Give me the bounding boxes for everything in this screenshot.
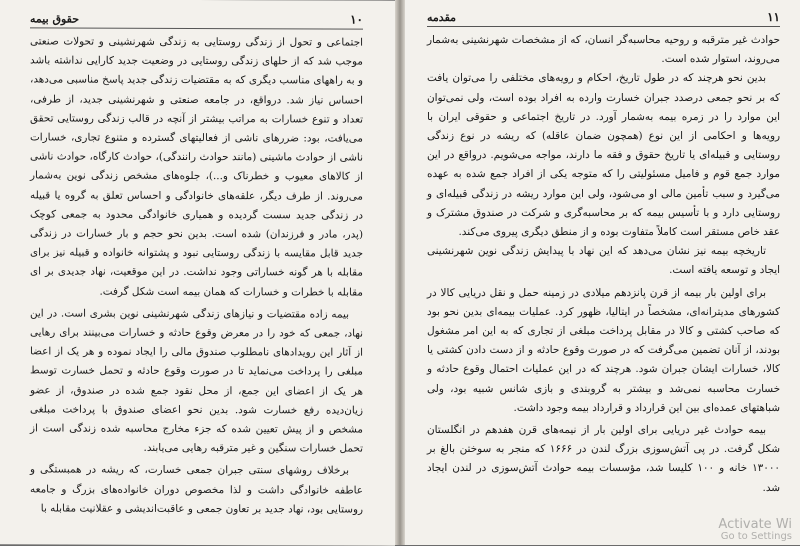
left-page <box>0 0 395 546</box>
right-running-title: مقدمه <box>427 11 457 24</box>
left-page-number: ۱۰ <box>350 12 363 27</box>
right-paragraph-4: برای اولین بار بیمه از قرن پانزدهم میلادی در زمینه حمل و نقل دریایی کالا در کشورهای مدیترانه‌ای، مشخصاً در ایتالیا، ظهور کرد. عملیات بیمه‌ای بدین نحو بود که صاحب کشتی و کالا در مقابل پرداخت مبلغی از تجاری که به این امر مشغول بودند، از آنان تضمین می‌گرفت که در صورت وقوع حادثه و از دست دادن کشتی یا کالا، خسارات ایشان جبران شود. هرچند که در این عملیات احتمال وقوع حادثه و خسارت محاسبه نمی‌شد و بیشتر به گروبندی و بازی شانس شبیه بود، ولی شباهتهای عمده‌ای بین این قرارداد و قرارداد بیمه وجود داشت. <box>427 286 780 414</box>
watermark-line-2: Go to Settings <box>720 531 792 542</box>
left-running-title: حقوق بیمه <box>30 12 80 26</box>
right-page-header <box>427 10 780 27</box>
activation-watermark <box>718 519 792 543</box>
watermark-line-1: Activate Wi <box>718 517 792 532</box>
right-page-number: ۱۱ <box>767 10 780 24</box>
left-paragraph-3: برخلاف روشهای سنتی جبران جمعی خسارت، که ریشه در همبستگی و عاطفه خانوادگی داشت و لذا مخصوص دوران خانواده‌های بزرگ و جامعه روستایی بود، نهاد جدید بر تعاون جمعی و عاقبت‌اندیشی و عقلانیت مقابله با <box>30 463 363 516</box>
left-paragraph-2: بیمه زاده مقتضیات و نیازهای زندگی شهرنشینی نوین بشری است. در این نهاد، جمعی که خود را در معرض وقوع حادثه و خسارات می‌بینند برای رهایی از آثار این رویدادهای نامطلوب صندوق مالی را ایجاد نموده و هر یک از اعضا مبلغی را پرداخت می‌نماید تا در صورت وقوع حادثه و تحمل خسارت توسط هر یک از اعضای این جمع، از محل نقود جمع شده در صندوق، از عضو زیان‌دیده رفع خسارت شود. بدین نحو اعضای صندوق با پرداخت مبلغی مشخص و از پیش تعیین شده که جزء مخارج محاسبه شده زندگی است از تحمل خسارات سنگین و غیر مترقبه رهایی می‌یابند. <box>30 307 363 455</box>
book-gutter <box>395 0 405 545</box>
right-paragraph-5: بیمه حوادث غیر دریایی برای اولین بار از نیمه‌های قرن هفدهم در انگلستان شکل گرفت. در پی آتش‌سوزی بزرگ لندن در ۱۶۶۶ که منجر به سوختن بالغ بر ۱۳۰۰۰ خانه و ۱۰۰ کلیسا شد، مؤسسات بیمه حوادث آتش‌سوزی در لندن ایجاد شد. <box>427 424 780 494</box>
right-paragraph-3: تاریخچه بیمه نیز نشان می‌دهد که این نهاد با پیدایش زندگی نوین شهرنشینی ایجاد و توسعه یافته است. <box>427 245 780 277</box>
right-page <box>405 0 800 545</box>
left-page-header <box>30 11 363 29</box>
left-paragraph-1: اجتماعی و تحول از زندگی روستایی به زندگی شهرنشینی و تحولات صنعتی موجب شد که از حلهای زندگی روستایی در وضعیت جدید کارایی نداشته باشد و به راههای مناسب دیگری که به مقتضیات زندگی جدید پاسخ مناسبی می‌دهد، احساس نیاز شد. درواقع، در جامعه صنعتی و شهرنشینی جدید، از طرفی، تعداد و تنوع خسارات به مراتب بیشتر از آنچه در قالب زندگی روستایی تحقق می‌یافت، بود: ضررهای ناشی از فعالیتهای گسترده و متنوع تجاری، خسارات ناشی از حوادث ماشینی (مانند حوادث رانندگی)، حوادث کارگاه، حوادث ناشی از کالاهای معیوب و خطرناک و...)، جلوه‌های مشخص زندگی نوین به‌شمار می‌روند. از طرف دیگر، علقه‌های خانوادگی و احساس تعلق به گروه یا قبیله در زندگی جدید سست گردیده و همیاری خانوادگی محدود به جمعی کوچک (پدر، مادر و فرزندان) شده است. بدین نحو حجم و بار خسارات در زندگی جدید قابل مقایسه با زندگی روستایی نبود و پشتوانه خانواده و قبیله نیز برای مقابله با هر گونه خساراتی وجود نداشت. در این موقعیت، نهاد جدیدی بر ای مقابله با خطرات و خسارات که همان بیمه است شکل گرفت. <box>30 35 363 299</box>
right-paragraph-1: حوادث غیر مترقبه و روحیه محاسبه‌گر انسان، که از مشخصات شهرنشینی به‌شمار می‌روند، استوار شده است. <box>427 34 780 66</box>
right-paragraph-2: بدین نحو هرچند که در طول تاریخ، احکام و رویه‌های مختلفی را می‌توان یافت که بر نحو جمعی درصدد جبران خسارت وارده به افراد بوده است، ولی نمی‌توان این موارد را در زمره بیمه به‌شمار آورد. در تاریخ اجتماعی و حقوقی ایران با رویه‌ها و احکامی از این نوع (همچون ضمان عاقله) که ریشه در نوع زندگی روستایی و قبیله‌ای یا تاریخ حقوق و فقه ما دارند، مواجه می‌شویم. درواقع در این موارد جمع قوم و فامیل مسئولیتی را که متوجه یکی از افراد جمع شده به عهده می‌گیرد و سبب تأمین مالی او می‌شود، ولی این موارد ریشه در زندگی قبیله‌ای و روستایی دارد و با تأسیس بیمه که بر محاسبه‌گری و شرکت در صندوق مشترک و عقد خاص مستقر است کاملاً متفاوت بوده و از منطق دیگری پیروی می‌کند. <box>427 72 780 239</box>
